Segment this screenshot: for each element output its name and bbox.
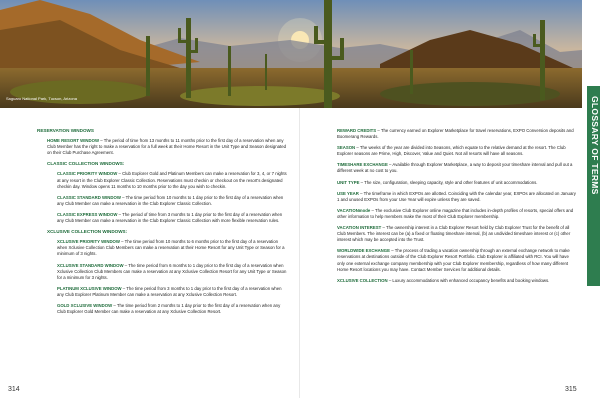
glossary-entry xyxy=(47,138,289,156)
left-page-column xyxy=(37,128,289,320)
glossary-definition: – The timeframe in which EXPOs are allotted. Coinciding with the calendar year, EXPOs are allocated on January 1 and unused EXPOs from your Use Year will expire unless they are saved. xyxy=(337,190,576,202)
glossary-entry xyxy=(57,286,289,298)
photo-caption: Saguaro National Park, Tucson, Arizona xyxy=(6,96,77,101)
glossary-term: REWARD CREDITS xyxy=(337,128,377,133)
glossary-term: XCLUSIVE COLLECTION xyxy=(337,277,388,283)
glossary-term: HOME RESORT WINDOW xyxy=(47,138,100,144)
glossary-entry xyxy=(57,303,289,315)
glossary-entry xyxy=(337,225,577,243)
glossary-term: SEASON xyxy=(337,145,356,151)
glossary-entry xyxy=(57,263,289,281)
glossary-definition: – Club Explorer Gold and Platinum Members can make a reservation for 3, 4, or 7 nights at any resort in the Club Explorer Classic Collection. Reservations must checkin or checkout on the resort's designated checkin day. Window opens 11 months to 10 months prior to the day you wish to checkin. xyxy=(57,171,287,189)
glossary-entry xyxy=(337,208,577,220)
classic-collection-heading: CLASSIC COLLECTION WINDOWS: xyxy=(47,161,125,167)
glossary-definition: – The process of trading a vacation ownership through an external exchange network to make reservations at destinations outside of the Club Explorer Resort Portfolio. Club Explorer is affiliated with RCI. You will have only one external exchange company membership with your Club Explorer membership, regardless of how many different Home Resort locations you may have. Contact Member Services for additional details. xyxy=(337,248,570,272)
page-gutter xyxy=(299,108,300,398)
glossary-definition: – The time period from 6 months to 1 day prior to the first day of a reservation when Xclusive Collection Club Members can make a reservation at any Xclusive Collection Resort for any Unit Type or Season for a minimum for 3 nights. xyxy=(57,262,287,280)
glossary-term: CLASSIC EXPRESS WINDOW xyxy=(57,211,118,217)
glossary-term: UNIT TYPE xyxy=(337,179,360,185)
glossary-term: VACATION INTEREST xyxy=(337,225,382,231)
glossary-definition: – The period of time from 13 months to 11 months prior to the first day of a reservation when any Club Member has the right to make a reservation for a full week at their Home Resort in the Unit Type and Season designated on their Club Purchase Agreement. xyxy=(47,138,287,156)
glossary-entry xyxy=(337,128,577,140)
glossary-definition: – The time period from 3 months to 1 day prior to the first day of a reservation when any Club Explorer Platinum Member can make a reservation at any Xclusive Collection Resort. xyxy=(57,285,282,297)
glossary-definition: – The currency earned on Explorer Marketplace for travel reservations, EXPO Conversion deposits and Boomerang Rewards. xyxy=(337,128,574,140)
glossary-definition: – The exclusive Club Explorer online magazine that includes in-depth profiles of resorts, special offers and other information to help members make the most of their Club Explorer membership. xyxy=(337,207,574,219)
desert-landscape-photo xyxy=(0,0,582,108)
left-page-number: 314 xyxy=(8,386,20,393)
glossary-term: USE YEAR xyxy=(337,190,359,196)
glossary-definition: – The time period from 10 months to 1 day prior to the first day of a reservation when any Club Member can make a reservation in the Club Explorer Classic Collection. xyxy=(57,194,284,206)
glossary-entry xyxy=(57,212,289,224)
glossary-definition: – The size, configuration, sleeping capacity, style and other features of unit accommodations. xyxy=(359,179,538,185)
reservation-windows-heading: RESERVATION WINDOWS xyxy=(37,128,94,133)
glossary-tab-label: GLOSSARY OF TERMS xyxy=(590,96,600,195)
glossary-entry xyxy=(57,239,289,257)
glossary-term: XCLUSIVE STANDARD WINDOW xyxy=(57,262,124,268)
glossary-entry xyxy=(337,191,577,203)
glossary-term: PLATINUM XCLUSIVE WINDOW xyxy=(57,285,122,291)
glossary-entry xyxy=(337,162,577,174)
glossary-definition: – The weeks of the year are divided into Seasons, which equate to the relative demand at the resort. The Club Explorer seasons are Prime, High, Discover, Value and Quiet. Not all resorts will have all seasons. xyxy=(337,145,566,157)
glossary-term: XCLUSIVE PRIORITY WINDOW xyxy=(57,239,120,245)
glossary-entry xyxy=(337,278,577,284)
glossary-term: CLASSIC STANDARD WINDOW xyxy=(57,194,121,200)
saguaro-desert-illustration xyxy=(0,0,582,108)
glossary-term: CLASSIC PRIORITY WINDOW xyxy=(57,171,118,177)
glossary-definition: – The time period from 10 months to 6 months prior to the first day of a reservation when Xclusive Collection Club Members can make a reservation at their Home Resort for any Unit Type or Season for a minimum of 3 nights. xyxy=(57,239,285,257)
glossary-definition: – The time period from 2 months to 1 day prior to the first day of a reservation when any Club Explorer Gold Member can make a reservation at any Xclusive Collection Resort. xyxy=(57,302,281,315)
glossary-term: WORLDWIDE EXCHANGE xyxy=(337,248,390,254)
glossary-term: VACATIONmode xyxy=(337,207,371,213)
glossary-definition: – Available through Explorer Marketplace, a way to deposit your timeshare interval and pull out a different week at no cost to you. xyxy=(337,162,573,174)
glossary-definition: – The ownership interest in a Club Explorer Resort held by Club Explorer Trust for the benefit of all Club Members. The interest can be (a) a fixed or floating timeshare interval, (b) an undivided timeshare interest or (c) other interest which may be accepted into the Trust. xyxy=(337,225,571,243)
glossary-entry xyxy=(337,180,577,186)
right-page-number: 315 xyxy=(565,386,577,393)
glossary-entry xyxy=(57,195,289,207)
glossary-entry xyxy=(337,248,577,272)
glossary-term: GOLD XCLUSIVE WINDOW xyxy=(57,302,113,308)
glossary-entry xyxy=(57,171,289,189)
right-page-column xyxy=(337,128,577,289)
glossary-term: TIMESHARE EXCHANGE xyxy=(337,162,388,168)
glossary-entry xyxy=(337,145,577,157)
glossary-definition: – The period of time from 3 months to 1 day prior to the first day of a reservation when any Club Member can make a reservation in the Club Explorer Classic Collection with more flexible reservation rules. xyxy=(57,211,283,224)
xclusive-collection-heading: XCLUSIVE COLLECTION WINDOWS: xyxy=(47,229,128,235)
glossary-definition: – Luxury accommodations with enhanced occupancy benefits and booking windows. xyxy=(387,277,550,283)
